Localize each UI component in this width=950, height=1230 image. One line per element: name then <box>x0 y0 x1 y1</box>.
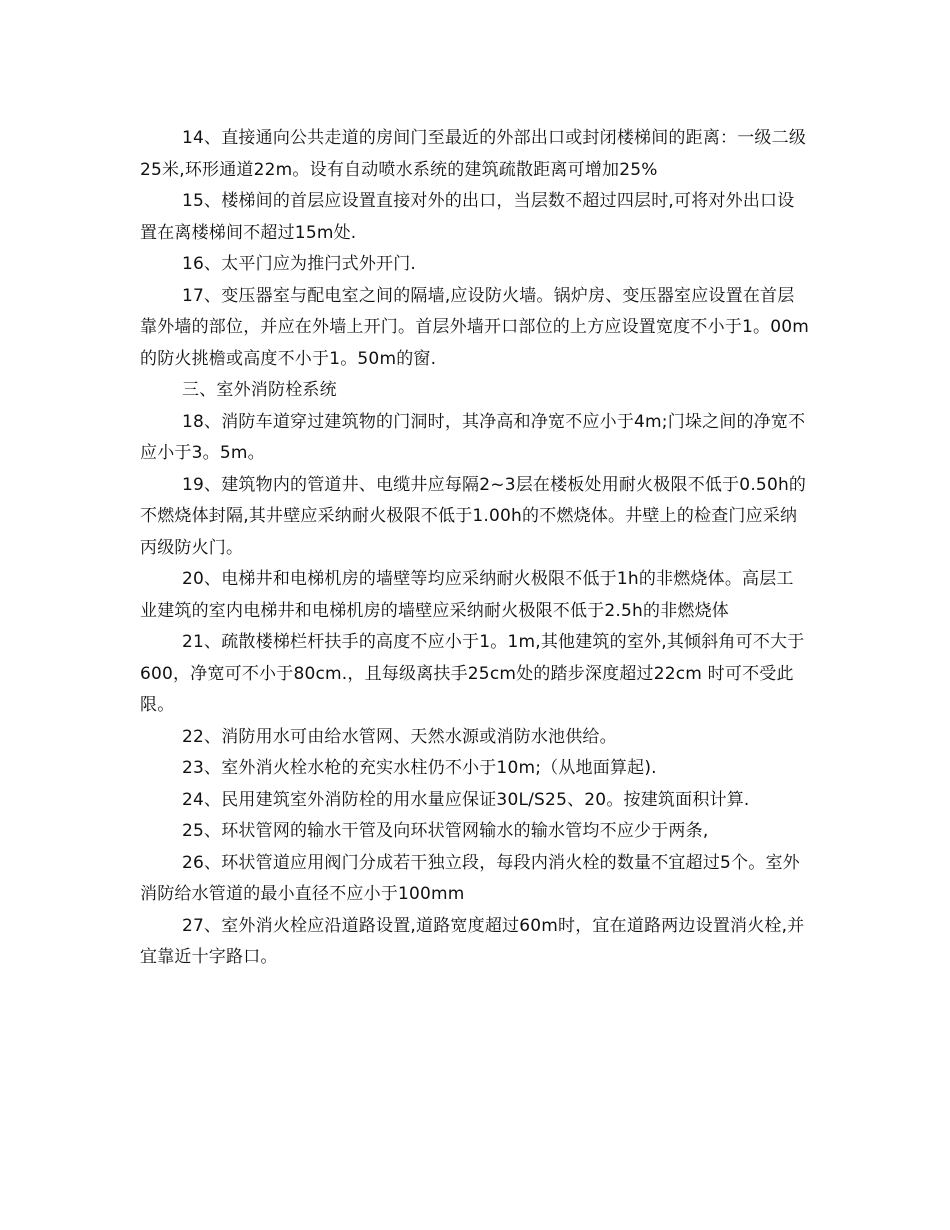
paragraph-16: 16、太平门应为推闩式外开门. <box>182 254 417 274</box>
paragraph-15: 15、楼梯间的首层应设置直接对外的出口，当层数不超过四层时,可将对外出口设置在离楼梯间不超过15m处. <box>140 191 795 243</box>
paragraph-20: 20、电梯井和电梯机房的墙壁等均应采纳耐火极限不低于1h的非燃烧体。高层工业建筑的室内电梯井和电梯机房的墙壁应采纳耐火极限不低于2.5h的非燃烧体 <box>140 569 794 621</box>
document-body <box>140 123 810 974</box>
paragraph-26: 26、环状管道应用阀门分成若干独立段，每段内消火栓的数量不宜超过5个。室外消防给水管道的最小直径不应小于100mm <box>140 852 800 904</box>
paragraph-17: 17、变压器室与配电室之间的隔墙,应设防火墙。锅炉房、变压器室应设置在首层靠外墙的部位，并应在外墙上开门。首层外墙开口部位的上方应设置宽度不小于1。00m的防火挑檐或高度不小于1。50m的窗. <box>140 285 810 369</box>
paragraph-14: 14、直接通向公共走道的房间门至最近的外部出口或封闭楼梯间的距离：一级二级25米,环形通道22m。设有自动喷水系统的建筑疏散距离可增加25% <box>140 128 807 180</box>
paragraph-24: 24、民用建筑室外消防栓的用水量应保证30L/S25、20。按建筑面积计算. <box>182 789 750 810</box>
section-heading-3: 三、室外消防栓系统 <box>182 380 337 400</box>
paragraph-22: 22、消防用水可由给水管网、天然水源或消防水池供给。 <box>182 726 617 747</box>
paragraph-27: 27、室外消火栓应沿道路设置,道路宽度超过60m时，宜在道路两边设置消火栓,并宜靠近十字路口。 <box>140 915 805 967</box>
paragraph-25: 25、环状管网的输水干管及向环状管网输水的输水管均不应少于两条, <box>182 821 709 841</box>
paragraph-23: 23、室外消火栓水枪的充实水柱仍不小于10m;（从地面算起). <box>182 758 657 778</box>
paragraph-18: 18、消防车道穿过建筑物的门洞时，其净高和净宽不应小于4m;门垛之间的净宽不应小于3。5m。 <box>140 411 806 463</box>
paragraph-21: 21、疏散楼梯栏杆扶手的高度不应小于1。1m,其他建筑的室外,其倾斜角可不大于600，净宽可不小于80cm.，且每级离扶手25cm处的踏步深度超过22cm 时可不受此限。 <box>140 632 805 715</box>
paragraph-19: 19、建筑物内的管道井、电缆井应每隔2~3层在楼板处用耐火极限不低于0.50h的不燃烧体封隔,其井壁应采纳耐火极限不低于1.00h的不燃烧体。井壁上的检查门应采纳丙级防火门。 <box>140 474 807 558</box>
